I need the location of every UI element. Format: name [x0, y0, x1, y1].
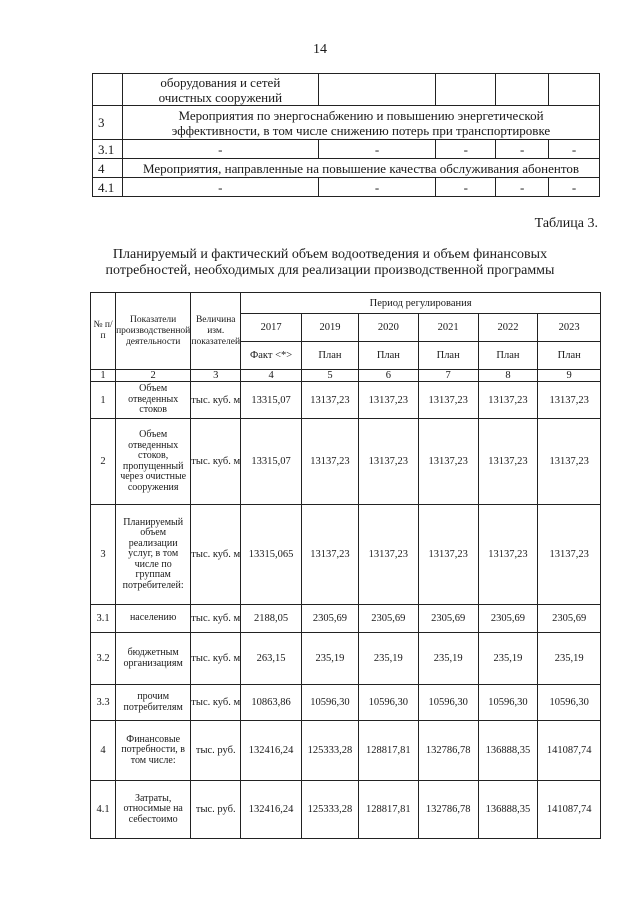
section-heading-line2: эффективности, в том числе снижению потерь при транспортировке [171, 122, 551, 138]
header-type: Факт <*> [241, 342, 302, 370]
row-value: 13137,23 [418, 505, 478, 605]
production-program-table [90, 292, 601, 839]
row-value: 13315,07 [241, 419, 302, 505]
dash-cell: - [436, 140, 496, 159]
row-value: 13137,23 [538, 382, 601, 419]
row-value: 2305,69 [358, 605, 418, 633]
row-value: 2305,69 [301, 605, 358, 633]
row-unit: тыс. куб. м [191, 382, 241, 419]
row-name-line1: оборудования и сетей [160, 74, 281, 90]
table-row [93, 74, 600, 106]
dash-cell: - [318, 140, 436, 159]
row-unit: тыс. руб. [191, 781, 241, 839]
header-year: 2023 [538, 314, 601, 342]
dash-cell: - [318, 178, 436, 197]
row-value: 128817,81 [358, 781, 418, 839]
section-heading-cell [122, 106, 599, 140]
dash-cell: - [549, 178, 600, 197]
row-value: 263,15 [241, 633, 302, 685]
dash-cell: - [122, 178, 318, 197]
column-number: 8 [478, 370, 538, 382]
table-row [93, 178, 600, 197]
row-value: 2305,69 [538, 605, 601, 633]
row-value: 13315,065 [241, 505, 302, 605]
table-title-line1: Планируемый и фактический объем водоотведения и объем финансовых [112, 247, 548, 262]
row-indicator: Объем отведенных стоков [116, 382, 191, 419]
table-row [91, 382, 601, 419]
row-value: 10596,30 [538, 685, 601, 721]
row-value: 13137,23 [418, 419, 478, 505]
dash-cell: - [122, 140, 318, 159]
header-year: 2020 [358, 314, 418, 342]
row-value: 10596,30 [358, 685, 418, 721]
row-value: 136888,35 [478, 721, 538, 781]
row-number: 3.3 [91, 685, 116, 721]
row-value: 13137,23 [478, 382, 538, 419]
row-value: 141087,74 [538, 781, 601, 839]
header-type: План [478, 342, 538, 370]
table-row [93, 106, 600, 140]
table-body [91, 382, 601, 839]
row-number: 3.1 [93, 140, 123, 159]
row-value: 13137,23 [301, 419, 358, 505]
table-label: Таблица 3. [534, 216, 598, 231]
header-type: План [358, 342, 418, 370]
row-number: 4 [91, 721, 116, 781]
row-value: 136888,35 [478, 781, 538, 839]
table-row [91, 605, 601, 633]
row-number: 3 [91, 505, 116, 605]
row-value: 132416,24 [241, 721, 302, 781]
row-value: 235,19 [478, 633, 538, 685]
column-number: 5 [301, 370, 358, 382]
row-value: 125333,28 [301, 781, 358, 839]
column-number: 9 [538, 370, 601, 382]
column-number: 6 [358, 370, 418, 382]
row-value: 13137,23 [301, 382, 358, 419]
row-number: 3 [93, 106, 123, 140]
row-value: 10596,30 [478, 685, 538, 721]
column-number: 1 [91, 370, 116, 382]
header-type: План [418, 342, 478, 370]
row-value: 2305,69 [478, 605, 538, 633]
column-number: 7 [418, 370, 478, 382]
dash-cell: - [496, 140, 549, 159]
row-value: 132786,78 [418, 781, 478, 839]
column-number: 2 [116, 370, 191, 382]
row-value: 13137,23 [478, 505, 538, 605]
header-period: Период регулирования [241, 293, 601, 314]
row-value: 141087,74 [538, 721, 601, 781]
row-value: 235,19 [301, 633, 358, 685]
row-unit: тыс. куб. м [191, 419, 241, 505]
row-indicator: Затраты, относимые на себестоимо [116, 781, 191, 839]
row-unit: тыс. куб. м [191, 505, 241, 605]
dash-cell: - [496, 178, 549, 197]
row-indicator: Объем отведенных стоков, пропущенный через очистные сооружения [116, 419, 191, 505]
table-row [93, 159, 600, 178]
table-row [93, 140, 600, 159]
column-number: 4 [241, 370, 302, 382]
row-number: 2 [91, 419, 116, 505]
row-indicator: Планируемый объем реализации услуг, в том числе по группам потребителей: [116, 505, 191, 605]
table-row [91, 505, 601, 605]
row-unit: тыс. руб. [191, 721, 241, 781]
row-number: 4.1 [91, 781, 116, 839]
continuation-table [92, 73, 600, 197]
table-row [91, 685, 601, 721]
header-year: 2022 [478, 314, 538, 342]
header-type: План [301, 342, 358, 370]
row-value: 235,19 [358, 633, 418, 685]
row-indicator: бюджетным организациям [116, 633, 191, 685]
row-number: 4 [93, 159, 123, 178]
section-heading-cell: Мероприятия, направленные на повышение качества обслуживания абонентов [122, 159, 599, 178]
row-value: 10596,30 [301, 685, 358, 721]
row-value: 13137,23 [358, 505, 418, 605]
dash-cell: - [549, 140, 600, 159]
page-number: 14 [313, 42, 327, 57]
table-row [91, 781, 601, 839]
row-unit: тыс. куб. м [191, 633, 241, 685]
row-value: 13137,23 [301, 505, 358, 605]
table-row [91, 633, 601, 685]
table-row [91, 721, 601, 781]
row-number: 4.1 [93, 178, 123, 197]
row-indicator: Финансовые потребности, в том числе: [116, 721, 191, 781]
header-num: № п/п [91, 293, 116, 370]
row-value: 13315,07 [241, 382, 302, 419]
row-value: 10596,30 [418, 685, 478, 721]
header-row [91, 293, 601, 314]
row-unit: тыс. куб. м [191, 685, 241, 721]
row-value: 132416,24 [241, 781, 302, 839]
row-indicator: населению [116, 605, 191, 633]
row-value: 128817,81 [358, 721, 418, 781]
row-name-cell [122, 74, 318, 106]
dash-cell: - [436, 178, 496, 197]
column-number: 3 [191, 370, 241, 382]
section-heading-line1: Мероприятия по энергоснабжению и повышению энергетической [178, 107, 544, 123]
column-number-row [91, 370, 601, 382]
header-year: 2019 [301, 314, 358, 342]
row-indicator: прочим потребителям [116, 685, 191, 721]
row-value: 13137,23 [358, 419, 418, 505]
header-year: 2021 [418, 314, 478, 342]
header-type: План [538, 342, 601, 370]
header-unit: Величина изм. показателей [191, 293, 241, 370]
row-value: 2188,05 [241, 605, 302, 633]
row-value: 13137,23 [418, 382, 478, 419]
row-value: 235,19 [418, 633, 478, 685]
header-indicator: Показатели производственной деятельности [116, 293, 191, 370]
row-value: 13137,23 [538, 505, 601, 605]
row-unit: тыс. куб. м [191, 605, 241, 633]
row-name-line2: очистных сооружений [158, 89, 283, 105]
row-value: 235,19 [538, 633, 601, 685]
row-value: 13137,23 [358, 382, 418, 419]
row-number: 3.1 [91, 605, 116, 633]
header-year: 2017 [241, 314, 302, 342]
row-number: 1 [91, 382, 116, 419]
row-value: 10863,86 [241, 685, 302, 721]
row-value: 13137,23 [538, 419, 601, 505]
row-value: 125333,28 [301, 721, 358, 781]
row-value: 2305,69 [418, 605, 478, 633]
table-row [91, 419, 601, 505]
table-title [100, 247, 560, 279]
row-value: 13137,23 [478, 419, 538, 505]
table-title-line2: потребностей, необходимых для реализации производственной программы [105, 263, 555, 278]
row-value: 132786,78 [418, 721, 478, 781]
row-number: 3.2 [91, 633, 116, 685]
